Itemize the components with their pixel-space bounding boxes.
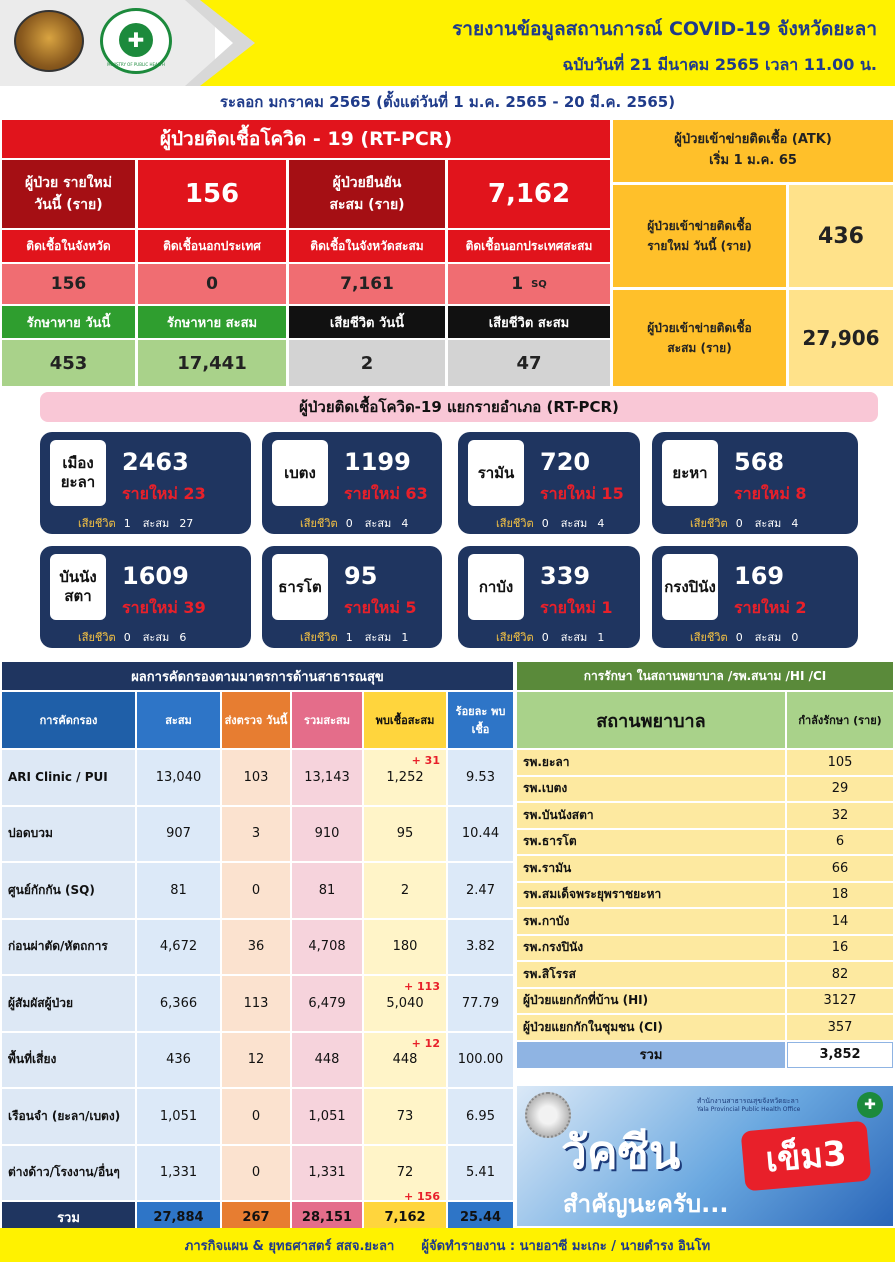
abroad-cum-label: ติดเชื้อนอกประเทศสะสม bbox=[448, 230, 610, 262]
screening-header-3: รวมสะสม bbox=[292, 692, 362, 748]
screening-cell-total: 910 bbox=[292, 807, 362, 862]
district-total: 169 bbox=[734, 562, 785, 590]
screening-cell-found: 73 bbox=[364, 1089, 446, 1144]
footer-credits: ภารกิจแผน & ยุทธศาสตร์ สสจ.ยะลา ผู้จัดทำรายงาน : นายอาซี มะเกะ / นายดำรง อินโท bbox=[0, 1228, 895, 1262]
new-today-value: 156 bbox=[138, 160, 286, 228]
screening-cell-cum: 4,672 bbox=[137, 920, 220, 975]
hospital-row-value: 18 bbox=[787, 883, 893, 908]
screening-cell-found: 72 bbox=[364, 1146, 446, 1201]
moph-logo-text: MINISTRY OF PUBLIC HEALTH bbox=[107, 61, 165, 67]
district-name-line2: สตา bbox=[64, 587, 92, 605]
district-footer bbox=[78, 628, 186, 646]
screening-cell-total: 1,051 bbox=[292, 1089, 362, 1144]
district-cum-value: 27 bbox=[179, 517, 194, 530]
screening-cell-today: 3 bbox=[222, 807, 290, 862]
district-name bbox=[662, 440, 718, 506]
screening-cell-total: 81 bbox=[292, 863, 362, 918]
screening-increase: + 31 bbox=[411, 754, 440, 767]
hospital-row-value: 105 bbox=[787, 750, 893, 775]
local-cum-value: 7,161 bbox=[289, 264, 445, 304]
screening-cell-cum: 1,331 bbox=[137, 1146, 220, 1201]
hospital-row-name: รพ.กาบัง bbox=[517, 909, 785, 934]
screening-cell-pct: 10.44 bbox=[448, 807, 513, 862]
screening-cell-pct: 2.47 bbox=[448, 863, 513, 918]
district-name bbox=[50, 440, 106, 506]
district-total: 339 bbox=[540, 562, 591, 590]
district-cum-value: 4 bbox=[401, 517, 409, 530]
recovered-cum-label: รักษาหาย สะสม bbox=[138, 306, 286, 338]
report-date: ฉบับวันที่ 21 มีนาคม 2565 เวลา 11.00 น. bbox=[562, 55, 877, 74]
hospital-col-name: สถานพยาบาล bbox=[517, 692, 785, 748]
atk-cum-label: ผู้ป่วยเข้าข่ายติดเชื้อ สะสม (ราย) bbox=[613, 290, 786, 386]
hospital-total-value: 3,852 bbox=[787, 1042, 893, 1068]
district-card bbox=[458, 546, 640, 648]
district-footer bbox=[496, 514, 604, 532]
hospital-row-value: 14 bbox=[787, 909, 893, 934]
district-death-value: 0 bbox=[345, 517, 353, 530]
district-section-title: ผู้ป่วยติดเชื้อโควิด-19 แยกรายอำเภอ (RT-PCR) bbox=[40, 392, 878, 422]
screening-cell-total: 448 bbox=[292, 1033, 362, 1088]
moph-small-logo-icon: ✚ bbox=[857, 1092, 883, 1118]
district-total: 1199 bbox=[344, 448, 411, 476]
district-name bbox=[468, 554, 524, 620]
moph-logo-icon: ✚ MINISTRY OF PUBLIC HEALTH bbox=[100, 8, 172, 74]
office-name-en: Yala Provincial Public Health Office bbox=[697, 1106, 801, 1113]
screening-row-name: ปอดบวม bbox=[2, 807, 135, 862]
atk-title: ผู้ป่วยเข้าข่ายติดเชื้อ (ATK) เริ่ม 1 ม.ค. 65 bbox=[613, 120, 893, 182]
district-death-label: เสียชีวิต bbox=[78, 631, 116, 644]
district-name-line1: เมือง bbox=[62, 454, 94, 473]
district-cum-label: สะสม bbox=[364, 517, 392, 530]
district-cum-value: 0 bbox=[791, 631, 799, 644]
district-total: 720 bbox=[540, 448, 591, 476]
district-name bbox=[468, 440, 524, 506]
office-name: สำนักงานสาธารณสุขจังหวัดยะลา bbox=[697, 1097, 799, 1105]
local-cum-label: ติดเชื้อในจังหวัดสะสม bbox=[289, 230, 445, 262]
screening-cell-today: 113 bbox=[222, 976, 290, 1031]
death-today-label: เสียชีวิต วันนี้ bbox=[289, 306, 445, 338]
district-footer bbox=[300, 514, 408, 532]
district-card bbox=[262, 432, 442, 534]
hospital-row-name: รพ.เบตง bbox=[517, 777, 785, 802]
screening-total-today: 267 bbox=[222, 1202, 290, 1232]
district-death-value: 0 bbox=[541, 517, 549, 530]
screening-cell-today: 0 bbox=[222, 1146, 290, 1201]
hospital-row-name: รพ.กรงปินัง bbox=[517, 936, 785, 961]
screening-cell-today: 0 bbox=[222, 863, 290, 918]
district-card bbox=[458, 432, 640, 534]
hospital-row-name: ผู้ป่วยแยกกักในชุมชน (CI) bbox=[517, 1015, 785, 1040]
district-cum-label: สะสม bbox=[560, 631, 588, 644]
hospital-row-value: 16 bbox=[787, 936, 893, 961]
hospital-col-value: กำลังรักษา (ราย) bbox=[787, 692, 893, 748]
hospital-row-value: 66 bbox=[787, 856, 893, 881]
district-total: 95 bbox=[344, 562, 378, 590]
screening-cell-found: 5,040 + 113 bbox=[364, 976, 446, 1031]
screening-total-total: 28,151 bbox=[292, 1202, 362, 1232]
district-footer bbox=[690, 514, 798, 532]
district-cum-label: สะสม bbox=[364, 631, 392, 644]
screening-row-name: เรือนจำ (ยะลา/เบตง) bbox=[2, 1089, 135, 1144]
screening-header-5: ร้อยละ พบเชื้อ bbox=[448, 692, 513, 748]
hospital-row-name: รพ.รามัน bbox=[517, 856, 785, 881]
atk-new-label: ผู้ป่วยเข้าข่ายติดเชื้อ รายใหม่ วันนี้ (ราย) bbox=[613, 185, 786, 287]
sq-note: SQ bbox=[531, 278, 547, 290]
district-name-line1: ธารโต bbox=[278, 577, 322, 596]
screening-cell-pct: 100.00 bbox=[448, 1033, 513, 1088]
screening-cell-today: 103 bbox=[222, 750, 290, 805]
district-cum-value: 6 bbox=[179, 631, 187, 644]
abroad-value: 0 bbox=[138, 264, 286, 304]
screening-total-label: รวม bbox=[2, 1202, 135, 1232]
hospital-row-value: 82 bbox=[787, 962, 893, 987]
district-new-cases: รายใหม่ 39 bbox=[122, 598, 206, 617]
district-footer bbox=[78, 514, 193, 532]
screening-row-name: ต่างด้าว/โรงงาน/อื่นๆ bbox=[2, 1146, 135, 1201]
district-cum-value: 1 bbox=[401, 631, 409, 644]
district-total: 1609 bbox=[122, 562, 189, 590]
provincial-emblem-icon bbox=[14, 10, 84, 72]
district-name-line1: รามัน bbox=[477, 463, 515, 482]
header-logo-area bbox=[0, 0, 215, 86]
hospital-row-name: รพ.ยะลา bbox=[517, 750, 785, 775]
district-footer bbox=[496, 628, 604, 646]
district-new-cases: รายใหม่ 8 bbox=[734, 484, 807, 503]
district-cum-label: สะสม bbox=[754, 631, 782, 644]
district-death-value: 1 bbox=[345, 631, 353, 644]
district-total: 568 bbox=[734, 448, 785, 476]
cumulative-value: 7,162 bbox=[448, 160, 610, 228]
district-card bbox=[652, 432, 858, 534]
hospital-row-value: 3127 bbox=[787, 989, 893, 1014]
district-death-label: เสียชีวิต bbox=[690, 631, 728, 644]
district-death-label: เสียชีวิต bbox=[78, 517, 116, 530]
screening-cell-cum: 907 bbox=[137, 807, 220, 862]
local-value: 156 bbox=[2, 264, 135, 304]
screening-header-0: การคัดกรอง bbox=[2, 692, 135, 748]
screening-header-2: ส่งตรวจ วันนี้ bbox=[222, 692, 290, 748]
district-cum-value: 4 bbox=[791, 517, 799, 530]
screening-increase: + 113 bbox=[403, 980, 440, 993]
screening-cell-pct: 6.95 bbox=[448, 1089, 513, 1144]
hospital-row-name: ผู้ป่วยแยกกักที่บ้าน (HI) bbox=[517, 989, 785, 1014]
screening-cell-total: 6,479 bbox=[292, 976, 362, 1031]
atk-cum-value: 27,906 bbox=[789, 290, 893, 386]
booster-badge: เข็ม3 bbox=[741, 1121, 872, 1192]
vaccine-tagline: สำคัญนะครับ... bbox=[563, 1190, 729, 1218]
district-name-line1: บันนัง bbox=[59, 568, 97, 587]
district-death-value: 0 bbox=[735, 517, 743, 530]
district-new-cases: รายใหม่ 2 bbox=[734, 598, 807, 617]
district-card bbox=[652, 546, 858, 648]
district-death-label: เสียชีวิต bbox=[496, 631, 534, 644]
screening-cell-cum: 1,051 bbox=[137, 1089, 220, 1144]
screening-cell-found: 95 bbox=[364, 807, 446, 862]
screening-cell-today: 12 bbox=[222, 1033, 290, 1088]
screening-cell-found: 1,252 + 31 bbox=[364, 750, 446, 805]
hospital-title: การรักษา ในสถานพยาบาล /รพ.สนาม /HI /CI bbox=[517, 662, 893, 690]
district-card bbox=[40, 546, 251, 648]
screening-row-name: ผู้สัมผัสผู้ป่วย bbox=[2, 976, 135, 1031]
district-death-label: เสียชีวิต bbox=[300, 631, 338, 644]
district-cum-value: 4 bbox=[597, 517, 605, 530]
screening-cell-today: 0 bbox=[222, 1089, 290, 1144]
screening-cell-pct: 77.79 bbox=[448, 976, 513, 1031]
screening-total-cum: 27,884 bbox=[137, 1202, 220, 1232]
hospital-row-value: 357 bbox=[787, 1015, 893, 1040]
district-name bbox=[272, 554, 328, 620]
district-new-cases: รายใหม่ 23 bbox=[122, 484, 206, 503]
district-name-line1: ยะหา bbox=[672, 463, 708, 482]
district-name-line1: เบตง bbox=[284, 463, 316, 482]
district-death-label: เสียชีวิต bbox=[496, 517, 534, 530]
district-new-cases: รายใหม่ 1 bbox=[540, 598, 613, 617]
hospital-row-name: รพ.สิโรรส bbox=[517, 962, 785, 987]
page-title: รายงานข้อมูลสถานการณ์ COVID-19 จังหวัดยะลา bbox=[452, 18, 877, 40]
district-name bbox=[50, 554, 106, 620]
district-cum-label: สะสม bbox=[142, 517, 170, 530]
district-name bbox=[662, 554, 718, 620]
district-death-label: เสียชีวิต bbox=[690, 517, 728, 530]
screening-cell-today: 36 bbox=[222, 920, 290, 975]
screening-row-name: ARI Clinic / PUI bbox=[2, 750, 135, 805]
new-today-label: ผู้ป่วย รายใหม่ วันนี้ (ราย) bbox=[2, 160, 135, 228]
district-footer bbox=[690, 628, 798, 646]
screening-cell-cum: 81 bbox=[137, 863, 220, 918]
district-death-value: 0 bbox=[541, 631, 549, 644]
screening-cell-found: 180 bbox=[364, 920, 446, 975]
screening-cell-found: 448 + 12 bbox=[364, 1033, 446, 1088]
district-cum-value: 1 bbox=[597, 631, 605, 644]
screening-cell-total: 1,331 bbox=[292, 1146, 362, 1201]
screening-total-increase: + 156 bbox=[403, 1190, 440, 1203]
hospital-row-value: 6 bbox=[787, 830, 893, 855]
cumulative-label: ผู้ป่วยยืนยัน สะสม (ราย) bbox=[289, 160, 445, 228]
screening-header-1: สะสม bbox=[137, 692, 220, 748]
district-death-label: เสียชีวิต bbox=[300, 517, 338, 530]
district-new-cases: รายใหม่ 5 bbox=[344, 598, 417, 617]
abroad-label: ติดเชื้อนอกประเทศ bbox=[138, 230, 286, 262]
hospital-total-label: รวม bbox=[517, 1042, 785, 1068]
abroad-cum-value: 1 SQ bbox=[448, 264, 610, 304]
report-period: ระลอก มกราคม 2565 (ตั้งแต่วันที่ 1 ม.ค. 2565 - 20 มี.ค. 2565) bbox=[219, 93, 676, 111]
hospital-row-value: 29 bbox=[787, 777, 893, 802]
district-card bbox=[40, 432, 251, 534]
vaccine-banner bbox=[517, 1086, 893, 1226]
district-cum-label: สะสม bbox=[142, 631, 170, 644]
hospital-row-value: 32 bbox=[787, 803, 893, 828]
district-death-value: 0 bbox=[735, 631, 743, 644]
screening-row-name: ก่อนผ่าตัด/หัตถการ bbox=[2, 920, 135, 975]
hospital-row-name: รพ.บันนังสตา bbox=[517, 803, 785, 828]
local-label: ติดเชื้อในจังหวัด bbox=[2, 230, 135, 262]
district-cum-label: สะสม bbox=[754, 517, 782, 530]
screening-row-name: พื้นที่เสี่ยง bbox=[2, 1033, 135, 1088]
district-death-value: 0 bbox=[123, 631, 131, 644]
screening-header-4: พบเชื้อสะสม bbox=[364, 692, 446, 748]
recovered-cum-value: 17,441 bbox=[138, 340, 286, 386]
district-new-cases: รายใหม่ 63 bbox=[344, 484, 428, 503]
hospital-row-name: รพ.ธารโต bbox=[517, 830, 785, 855]
death-cum-value: 47 bbox=[448, 340, 610, 386]
district-death-value: 1 bbox=[123, 517, 131, 530]
screening-cell-cum: 6,366 bbox=[137, 976, 220, 1031]
screening-title: ผลการคัดกรองตามมาตรการด้านสาธารณสุข bbox=[2, 662, 513, 690]
district-name-line1: กาบัง bbox=[478, 577, 514, 596]
district-cum-label: สะสม bbox=[560, 517, 588, 530]
district-name-line2: ยะลา bbox=[60, 473, 96, 491]
hospital-row-name: รพ.สมเด็จพระยุพราชยะหา bbox=[517, 883, 785, 908]
screening-cell-found: 2 bbox=[364, 863, 446, 918]
recovered-today-value: 453 bbox=[2, 340, 135, 386]
atk-new-value: 436 bbox=[789, 185, 893, 287]
vaccine-headline: วัคซีน bbox=[561, 1125, 681, 1179]
death-today-value: 2 bbox=[289, 340, 445, 386]
screening-total-found: 7,162 + 156 bbox=[364, 1202, 446, 1232]
death-cum-label: เสียชีวิต สะสม bbox=[448, 306, 610, 338]
screening-cell-cum: 436 bbox=[137, 1033, 220, 1088]
district-footer bbox=[300, 628, 408, 646]
screening-cell-total: 13,143 bbox=[292, 750, 362, 805]
recovered-today-label: รักษาหาย วันนี้ bbox=[2, 306, 135, 338]
district-card bbox=[262, 546, 442, 648]
screening-cell-cum: 13,040 bbox=[137, 750, 220, 805]
district-name bbox=[272, 440, 328, 506]
screening-increase: + 12 bbox=[411, 1036, 440, 1050]
district-total: 2463 bbox=[122, 448, 189, 476]
screening-cell-pct: 3.82 bbox=[448, 920, 513, 975]
rtpcr-title: ผู้ป่วยติดเชื้อโควิด - 19 (RT-PCR) bbox=[2, 120, 610, 158]
district-new-cases: รายใหม่ 15 bbox=[540, 484, 624, 503]
screening-total-pct: 25.44 bbox=[448, 1202, 513, 1232]
screening-cell-pct: 9.53 bbox=[448, 750, 513, 805]
screening-row-name: ศูนย์กักกัน (SQ) bbox=[2, 863, 135, 918]
district-name-line1: กรงปินัง bbox=[664, 577, 716, 596]
screening-cell-pct: 5.41 bbox=[448, 1146, 513, 1201]
screening-cell-total: 4,708 bbox=[292, 920, 362, 975]
